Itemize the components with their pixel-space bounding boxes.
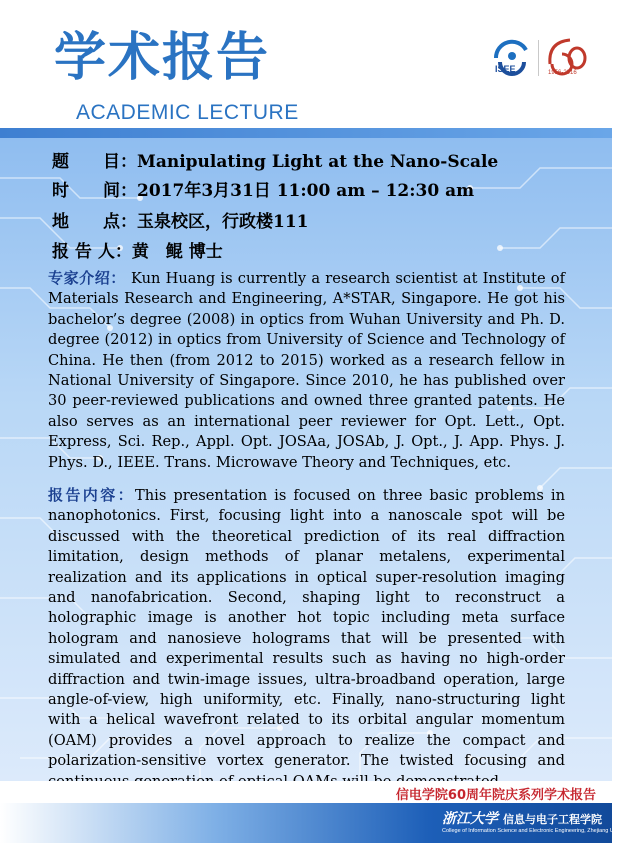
- header-stripe: [0, 128, 612, 138]
- topic-value: Manipulating Light at the Nano-Scale: [137, 152, 499, 172]
- time-row: [52, 180, 474, 202]
- abstract-label: 报告内容：: [48, 486, 136, 504]
- place-value: 玉泉校区，行政楼111: [137, 212, 309, 232]
- time-label: 时 间：: [52, 181, 137, 201]
- isee-logo-text: ISEE: [495, 64, 516, 74]
- bio-label: 专家介绍：: [48, 269, 126, 287]
- lecture-abstract: [48, 485, 565, 792]
- bio-text: Kun Huang is currently a research scientist at Institute of Materials Research and Engineering, A*STAR, Singapore. He got his bachelor’s degree (2008) in optics from Wuhan University and Ph. D. degree (2012) in optics from University of Science and Technology of China. He then (from 2012 to 2015) worked as a research fellow in National University of Singapore. Since 2010, he has published over 30 peer-reviewed publications and owned three granted patents. He also serves as an international peer reviewer for Opt. Lett., Opt. Express, Sci. Rep., Appl. Opt. JOSAa, JOSAb, J. Opt., J. App. Phys. J. Phys. D., IEEE. Trans. Microwave Theory and Techniques, etc.: [48, 270, 565, 471]
- place-row: [52, 211, 309, 233]
- header: [0, 0, 612, 130]
- logo-divider: [538, 40, 539, 76]
- topic-label: 题 目：: [52, 152, 137, 172]
- title-cn: 学术报告: [54, 28, 271, 88]
- speaker-row: [52, 241, 223, 263]
- lecture-panel: [0, 138, 612, 781]
- topic-row: [52, 151, 498, 173]
- time-value: 2017年3月31日 11:00 am – 12:30 am: [137, 181, 475, 201]
- anniversary-years: 1956-2016: [548, 70, 577, 76]
- place-label: 地 点：: [52, 212, 137, 232]
- lecture-series-title: 信电学院60周年院庆系列学术报告: [395, 788, 596, 803]
- school-name-en: College of Information Science and Electronic Engineering, Zhejiang University: [442, 828, 634, 834]
- title-en: ACADEMIC LECTURE: [76, 101, 299, 124]
- university-name: 浙江大学: [442, 811, 498, 827]
- footer: [0, 781, 634, 843]
- abstract-text: This presentation is focused on three basic problems in nanophotonics. First, focusing light into a nanoscale spot will be discussed with the theoretical prediction of its real diffraction limitation, design methods of planar metalens, experimental realization and its applications in optical super-resolution imaging and nanofabrication. Second, shaping light to reconstruct a holographic image is another hot topic including meta surface hologram and nanosieve holograms that will be presented with simulated and experimental results such as having no high-order diffraction and twin-image issues, ultra-broadband operation, large angle-of-view, high uniformity, etc. Finally, nano-structuring light with a helical wavefront related to its orbital angular momentum (OAM) provides a novel approach to realize the compact and polarization-sensitive vortex generator. The twisted focusing and: [48, 487, 565, 770]
- speaker-bio: [48, 268, 565, 473]
- school-name-cn: 信息与电子工程学院: [503, 813, 602, 826]
- speaker-label: 报 告 人：: [52, 242, 132, 262]
- speaker-value: 黄 鲲 博士: [131, 242, 223, 262]
